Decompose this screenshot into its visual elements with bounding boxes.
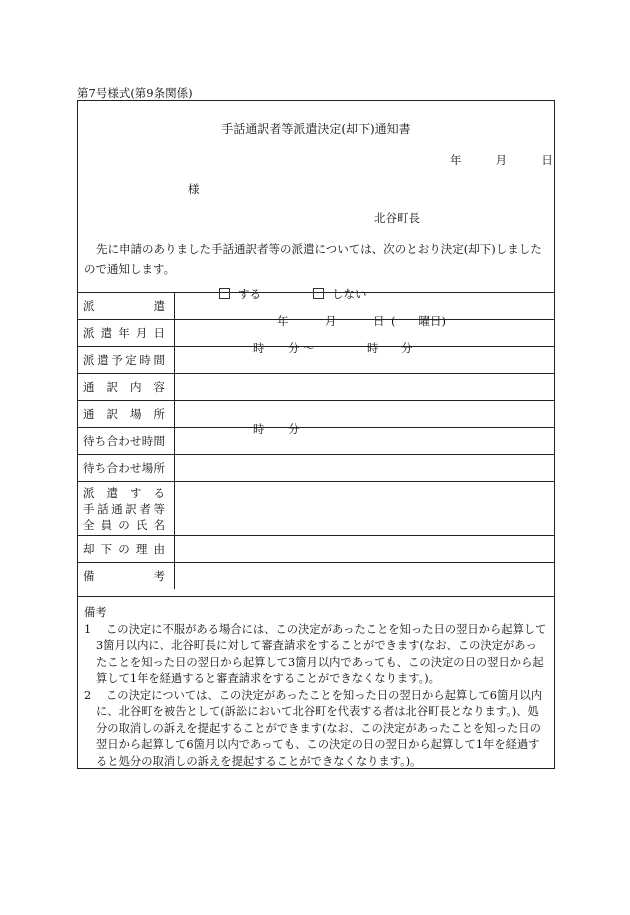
- label-dispatch: 派 遣: [83, 299, 165, 313]
- checkbox-icon[interactable]: [313, 288, 324, 299]
- row-dispatch: [78, 293, 554, 320]
- issue-day-label: 日: [541, 153, 553, 167]
- field-interpreters[interactable]: [175, 482, 555, 536]
- option-no[interactable]: しない: [313, 286, 367, 302]
- label-reason: 却 下 の 理 由: [83, 542, 165, 556]
- row-content: [78, 374, 554, 401]
- issue-year-label: 年: [450, 153, 462, 167]
- document-title: 手話通訳者等派遣決定(却下)通知書: [221, 122, 411, 136]
- label-meet-time: 待 ち 合 わ せ 時 間: [83, 434, 165, 448]
- row-dispatch-date: [78, 320, 554, 347]
- note-item: 2 この決定については、この決定があったことを知った日の翌日から起算して6箇月以内に、北谷町を被告として(訴訟において北谷町を代表する者は北谷町長となります。)、処分の取消しの訴えを提起することができます(なお、この決定があったことを知った日の翌日から起算して6箇月以内であっても、この決定の日の翌日から起算して1年を経過すると処分の取消しの訴えを提起することができなくなります。)。: [84, 688, 543, 768]
- label-dispatch-date: 派 遣 年 月 日: [83, 326, 165, 340]
- row-interpreters: [78, 482, 554, 536]
- notes-heading: 備考: [84, 606, 107, 619]
- label-meet-place: 待 ち 合 わ せ 場 所: [83, 461, 165, 475]
- field-place[interactable]: [175, 401, 555, 428]
- form-reference: 第7号様式(第9条関係): [77, 86, 193, 100]
- label-interpreters: 派 遣 す る 手 話 通 訳 者 等 全 員 の 氏 名: [83, 485, 165, 532]
- field-reason[interactable]: [175, 536, 555, 563]
- label-place: 通 訳 場 所: [83, 407, 165, 421]
- label-content: 通 訳 内 容: [83, 380, 165, 394]
- option-yes[interactable]: する: [219, 286, 261, 302]
- notes-section: [78, 596, 554, 770]
- row-schedule: [78, 347, 554, 374]
- field-content[interactable]: [175, 374, 555, 401]
- notice-form: [77, 100, 555, 769]
- addressee: 様: [188, 182, 200, 196]
- issue-month-label: 月: [495, 153, 508, 167]
- issuer: 北谷町長: [374, 211, 420, 225]
- field-schedule[interactable]: 時 分 ～ 時 分: [175, 347, 555, 374]
- note-item: 1 この決定に不服がある場合には、この決定があったことを知った日の翌日から起算して3箇月以内に、北谷町長に対して審査請求をすることができます(なお、この決定があったことを知った日の翌日から起算して3箇月以内であっても、この決定の日の翌日から起算して1年を経過すると審査請求をすることができなくなります。)。: [84, 622, 547, 685]
- issue-date: [450, 152, 553, 168]
- row-meet-place: [78, 455, 554, 482]
- intro-text: 先に申請のありました手話通訳者等の派遣については、次のとおり決定(却下)しましたので通知します。: [84, 242, 542, 276]
- details-table: [78, 287, 554, 589]
- field-meet-time[interactable]: 時 分: [175, 428, 555, 455]
- row-remarks: [78, 563, 554, 590]
- field-remarks[interactable]: [175, 563, 555, 590]
- row-place: [78, 401, 554, 428]
- field-meet-place[interactable]: [175, 455, 555, 482]
- checkbox-icon[interactable]: [219, 288, 230, 299]
- row-reason: [78, 536, 554, 563]
- row-meet-time: [78, 428, 554, 455]
- label-schedule: 派 遣 予 定 時 間: [83, 353, 165, 367]
- field-dispatch-date[interactable]: 年 月 日 ( 曜日): [175, 320, 555, 347]
- label-remarks: 備 考: [83, 569, 165, 583]
